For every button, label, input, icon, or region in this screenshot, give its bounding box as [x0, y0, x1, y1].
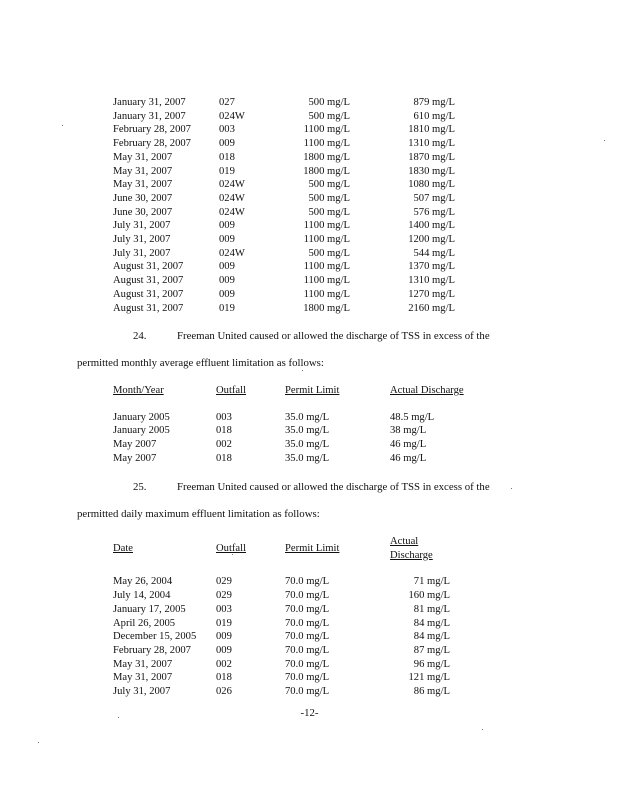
outfall-cell: 029: [216, 576, 232, 588]
page-number: -12-: [300, 707, 319, 719]
date-cell: July 31, 2007: [113, 686, 171, 698]
date-cell: June 30, 2007: [113, 206, 173, 218]
date-cell: June 30, 2007: [113, 192, 173, 204]
table-row: [113, 617, 450, 631]
actual-discharge-cell: 160 mg/L: [408, 590, 450, 602]
paragraph-24-line-1: [133, 330, 490, 342]
scan-speck: [604, 140, 605, 141]
permit-limit-cell: 500 mg/L: [308, 97, 350, 108]
outfall-cell: 002: [216, 439, 232, 451]
outfall-cell: 024W: [219, 206, 245, 218]
permit-limit-cell: 500 mg/L: [308, 179, 350, 191]
outfall-cell: 024W: [219, 247, 245, 259]
actual-discharge-cell: 96 mg/L: [413, 658, 450, 670]
permit-limit-cell: 500 mg/L: [308, 247, 350, 259]
table-row: [113, 685, 450, 699]
outfall-cell: 024W: [219, 192, 245, 204]
date-cell: May 31, 2007: [113, 179, 173, 191]
outfall-cell: 018: [219, 151, 235, 163]
scan-speck: [511, 488, 512, 489]
outfall-cell: 018: [216, 452, 232, 464]
table-row: [113, 178, 455, 192]
actual-discharge-cell: 71 mg/L: [413, 576, 450, 588]
actual-discharge-cell: 507 mg/L: [413, 192, 455, 204]
actual-discharge-cell: 1200 mg/L: [408, 234, 455, 246]
outfall-cell: 009: [219, 220, 235, 232]
actual-discharge-cell: 46 mg/L: [390, 452, 427, 464]
actual-discharge-cell: 121 mg/L: [408, 672, 450, 684]
actual-discharge-cell: 576 mg/L: [413, 206, 455, 218]
outfall-cell: 009: [219, 138, 235, 150]
table-row: [113, 411, 490, 425]
header-row: [113, 384, 490, 411]
column-header: Month/Year: [113, 385, 164, 396]
outfall-cell: 003: [216, 411, 232, 423]
outfall-cell: 009: [216, 631, 232, 643]
actual-discharge-cell: 879 mg/L: [413, 97, 455, 108]
date-cell: February 28, 2007: [113, 644, 191, 656]
table-row: [113, 219, 455, 233]
actual-discharge-cell: 86 mg/L: [413, 686, 450, 698]
paragraph-number: 24.: [133, 330, 147, 342]
column-header: Permit Limit: [285, 542, 340, 554]
permit-limit-cell: 1100 mg/L: [303, 234, 350, 246]
permit-limit-cell: 70.0 mg/L: [285, 658, 330, 670]
exceedance-table-continued: [113, 96, 455, 315]
table-row: [113, 658, 450, 672]
date-cell: January 31, 2007: [113, 97, 186, 108]
actual-discharge-cell: 38 mg/L: [390, 425, 427, 437]
date-cell: August 31, 2007: [113, 288, 184, 300]
scan-speck: [482, 729, 483, 730]
table-body: [113, 575, 450, 698]
permit-limit-cell: 70.0 mg/L: [285, 617, 330, 629]
table-header: [113, 535, 450, 575]
permit-limit-cell: 35.0 mg/L: [285, 439, 330, 451]
date-cell: July 31, 2007: [113, 220, 171, 232]
table-row: [113, 644, 450, 658]
permit-limit-cell: 70.0 mg/L: [285, 576, 330, 588]
permit-limit-cell: 70.0 mg/L: [285, 590, 330, 602]
actual-discharge-cell: 87 mg/L: [413, 644, 450, 656]
permit-limit-cell: 500 mg/L: [308, 110, 350, 122]
paragraph-number: 25.: [133, 481, 147, 493]
table-row: [113, 192, 455, 206]
scan-speck: [302, 370, 303, 371]
date-cell: August 31, 2007: [113, 302, 184, 314]
permit-limit-cell: 500 mg/L: [308, 206, 350, 218]
permit-limit-cell: 70.0 mg/L: [285, 644, 330, 656]
date-cell: May 31, 2007: [113, 151, 173, 163]
date-cell: February 28, 2007: [113, 124, 191, 136]
table-row: [113, 438, 490, 452]
actual-discharge-cell: 46 mg/L: [390, 439, 427, 451]
date-cell: July 31, 2007: [113, 247, 171, 259]
actual-discharge-cell: 1810 mg/L: [408, 124, 455, 136]
outfall-cell: 009: [216, 644, 232, 656]
outfall-cell: 003: [219, 124, 235, 136]
actual-discharge-cell: 84 mg/L: [413, 617, 450, 629]
permit-limit-cell: 70.0 mg/L: [285, 603, 330, 615]
actual-discharge-cell: 1870 mg/L: [408, 151, 455, 163]
actual-discharge-cell: 2160 mg/L: [408, 302, 455, 314]
table-row: [113, 206, 455, 220]
table-body: [113, 411, 490, 466]
column-header: Actual Discharge: [390, 385, 464, 396]
permit-limit-cell: 1100 mg/L: [303, 220, 350, 232]
actual-discharge-cell: 1370 mg/L: [408, 261, 455, 273]
table-row: [113, 575, 450, 589]
permit-limit-cell: 35.0 mg/L: [285, 411, 330, 423]
actual-discharge-cell: 81 mg/L: [413, 603, 450, 615]
actual-discharge-cell: 1310 mg/L: [408, 275, 455, 287]
table-body: [113, 96, 455, 315]
permit-limit-cell: 500 mg/L: [308, 192, 350, 204]
table-header: [113, 384, 490, 411]
outfall-cell: 009: [219, 234, 235, 246]
paragraph-text: Freeman United caused or allowed the discharge of TSS in excess of the: [177, 481, 490, 493]
table-row: [113, 110, 455, 124]
table-row: [113, 96, 455, 110]
permit-limit-cell: 1100 mg/L: [303, 124, 350, 136]
column-header: Date: [113, 542, 133, 554]
table-row: [113, 302, 455, 316]
actual-discharge-cell: 84 mg/L: [413, 631, 450, 643]
permit-limit-cell: 1800 mg/L: [303, 302, 350, 314]
date-cell: May 26, 2004: [113, 576, 173, 588]
actual-discharge-cell: 1270 mg/L: [408, 288, 455, 300]
date-cell: April 26, 2005: [113, 617, 176, 629]
date-cell: August 31, 2007: [113, 261, 184, 273]
table-row: [113, 630, 450, 644]
outfall-cell: 024W: [219, 110, 245, 122]
permit-limit-cell: 35.0 mg/L: [285, 425, 330, 437]
date-cell: July 14, 2004: [113, 590, 171, 602]
date-cell: May 2007: [113, 439, 157, 451]
table-row: [113, 603, 450, 617]
table-row: [113, 260, 455, 274]
actual-discharge-cell: 1400 mg/L: [408, 220, 455, 232]
date-cell: January 2005: [113, 425, 170, 437]
paragraph-25-line-2: permitted daily maximum effluent limitation as follows:: [77, 508, 320, 520]
outfall-cell: 009: [219, 275, 235, 287]
table-row: [113, 151, 455, 165]
permit-limit-cell: 1100 mg/L: [303, 138, 350, 150]
table-row: [113, 452, 490, 466]
outfall-cell: 024W: [219, 179, 245, 191]
outfall-cell: 019: [219, 302, 235, 314]
column-header: Actual Discharge: [390, 536, 433, 561]
outfall-cell: 026: [216, 686, 232, 698]
scan-speck: [62, 125, 63, 126]
actual-discharge-cell: 1310 mg/L: [408, 138, 455, 150]
date-cell: January 17, 2005: [113, 603, 186, 615]
monthly-average-table: [113, 384, 490, 466]
permit-limit-cell: 35.0 mg/L: [285, 452, 330, 464]
outfall-cell: 029: [216, 590, 232, 602]
permit-limit-cell: 1100 mg/L: [303, 275, 350, 287]
table-row: [113, 288, 455, 302]
actual-discharge-cell: 1080 mg/L: [408, 179, 455, 191]
header-row: [113, 535, 450, 575]
date-cell: February 28, 2007: [113, 138, 191, 150]
date-cell: August 31, 2007: [113, 275, 184, 287]
outfall-cell: 027: [219, 97, 235, 108]
permit-limit-cell: 1800 mg/L: [303, 165, 350, 177]
actual-discharge-cell: 1830 mg/L: [408, 165, 455, 177]
permit-limit-cell: 1100 mg/L: [303, 261, 350, 273]
actual-discharge-cell: 610 mg/L: [413, 110, 455, 122]
table-row: [113, 274, 455, 288]
date-cell: January 31, 2007: [113, 110, 186, 122]
date-cell: May 31, 2007: [113, 165, 173, 177]
outfall-cell: 009: [219, 288, 235, 300]
scan-speck: [118, 717, 119, 718]
table-row: [113, 247, 455, 261]
outfall-cell: 009: [219, 261, 235, 273]
date-cell: May 2007: [113, 452, 157, 464]
table-row: [113, 671, 450, 685]
outfall-cell: 018: [216, 672, 232, 684]
column-header: Outfall: [216, 385, 247, 396]
table-row: [113, 165, 455, 179]
scan-speck: [232, 554, 233, 555]
permit-limit-cell: 70.0 mg/L: [285, 631, 330, 643]
scan-speck: [38, 742, 39, 743]
permit-limit-cell: 70.0 mg/L: [285, 686, 330, 698]
outfall-cell: 002: [216, 658, 232, 670]
table-row: [113, 424, 490, 438]
table-row: [113, 137, 455, 151]
outfall-cell: 018: [216, 425, 232, 437]
daily-maximum-table: [113, 535, 450, 699]
paragraph-24-line-2: permitted monthly average effluent limitation as follows:: [77, 357, 324, 369]
permit-limit-cell: 1100 mg/L: [303, 288, 350, 300]
outfall-cell: 019: [219, 165, 235, 177]
paragraph-25-line-1: [133, 481, 490, 493]
actual-discharge-cell: 48.5 mg/L: [390, 411, 435, 423]
date-cell: January 2005: [113, 411, 170, 423]
date-cell: May 31, 2007: [113, 672, 173, 684]
actual-discharge-cell: 544 mg/L: [413, 247, 455, 259]
date-cell: July 31, 2007: [113, 234, 171, 246]
paragraph-text: Freeman United caused or allowed the discharge of TSS in excess of the: [177, 330, 490, 342]
column-header: Outfall: [216, 542, 247, 554]
table-row: [113, 589, 450, 603]
date-cell: December 15, 2005: [113, 631, 197, 643]
permit-limit-cell: 1800 mg/L: [303, 151, 350, 163]
outfall-cell: 019: [216, 617, 232, 629]
column-header: Permit Limit: [285, 385, 340, 396]
table-row: [113, 123, 455, 137]
outfall-cell: 003: [216, 603, 232, 615]
table-row: [113, 233, 455, 247]
permit-limit-cell: 70.0 mg/L: [285, 672, 330, 684]
date-cell: May 31, 2007: [113, 658, 173, 670]
